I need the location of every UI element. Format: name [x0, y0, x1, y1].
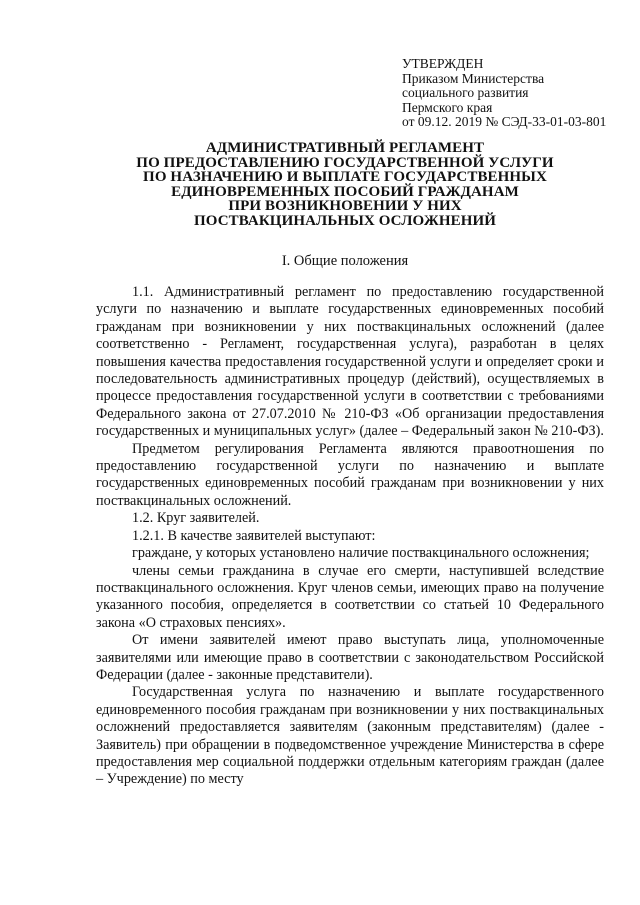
title-line: ЕДИНОВРЕМЕННЫХ ПОСОБИЙ ГРАЖДАНАМ: [171, 183, 519, 200]
title-line: ПО ПРЕДОСТАВЛЕНИЮ ГОСУДАРСТВЕННОЙ УСЛУГИ: [136, 154, 554, 171]
document-title: [60, 141, 630, 229]
title-line: АДМИНИСТРАТИВНЫЙ РЕГЛАМЕНТ: [205, 140, 485, 156]
approval-line: Пермского края: [402, 99, 493, 115]
paragraph: 1.1. Административный регламент по предоставлению государственной услуги по назначению и выплате государственных единовременных пособий гражданам при возникновении у них поствакцинальных осложнений (далее соответственно - Регламент, государственная услуга), разработан в целях повышения качества предоставления государственной услуги и определяет сроки и последовательность административных процедур (действий), осуществляемых в процессе предоставления государственной услуги в соответствии с требованиями Федерального закона от 27.07.2010 № 210-ФЗ «Об организации предоставления государственных и муниципальных услуг» (далее – Федеральный закон № 210-ФЗ).: [96, 284, 604, 440]
paragraph: 1.2. Круг заявителей.: [132, 510, 260, 527]
paragraph: От имени заявителей имеют право выступать лица, уполномоченные заявителями или имеющие право в соответствии с законодательством Российской Федерации (далее - законные представители).: [96, 632, 604, 683]
section-heading: I. Общие положения: [281, 253, 409, 269]
paragraph: Предметом регулирования Регламента являются правоотношения по предоставлению государственной услуги по назначению и выплате государственных единовременных пособий гражданам при возникновении у них поствакцинальных осложнений.: [96, 440, 604, 509]
title-line: ПО НАЗНАЧЕНИЮ И ВЫПЛАТЕ ГОСУДАРСТВЕННЫХ: [143, 169, 547, 186]
approval-line: Приказом Министерства: [402, 70, 545, 86]
paragraph: граждане, у которых установлено наличие поствакцинального осложнения;: [132, 545, 590, 562]
paragraph: члены семьи гражданина в случае его смерти, наступившей вследствие поствакцинального осложнения. Круг членов семьи, имеющих право на получение указанного пособия, определяется в соответствии со статьей 10 Федерального закона «О страховых пенсиях».: [96, 562, 604, 631]
title-line: ПОСТВАКЦИНАЛЬНЫХ ОСЛОЖНЕНИЙ: [193, 212, 497, 229]
approval-line: социального развития: [402, 85, 529, 100]
body-text: [96, 284, 604, 789]
title-line: ПРИ ВОЗНИКНОВЕНИИ У НИХ: [228, 198, 462, 215]
paragraph: Государственная услуга по назначению и выплате государственного единовременного пособия гражданам при возникновении у них поствакцинальных осложнений предоставляется заявителям (законным представителям) (далее - Заявитель) при обращении в подведомственное учреждение Министерства в сфере предоставления мер социальной поддержки отдельным категориям граждан (далее – Учреждение) по месту: [96, 684, 604, 788]
approval-stamp: [402, 57, 638, 130]
approval-line: от 09.12. 2019 № СЭД-33-01-03-801: [402, 114, 607, 129]
approval-line: УТВЕРЖДЕН: [402, 56, 484, 71]
paragraph: 1.2.1. В качестве заявителей выступают:: [132, 527, 376, 544]
